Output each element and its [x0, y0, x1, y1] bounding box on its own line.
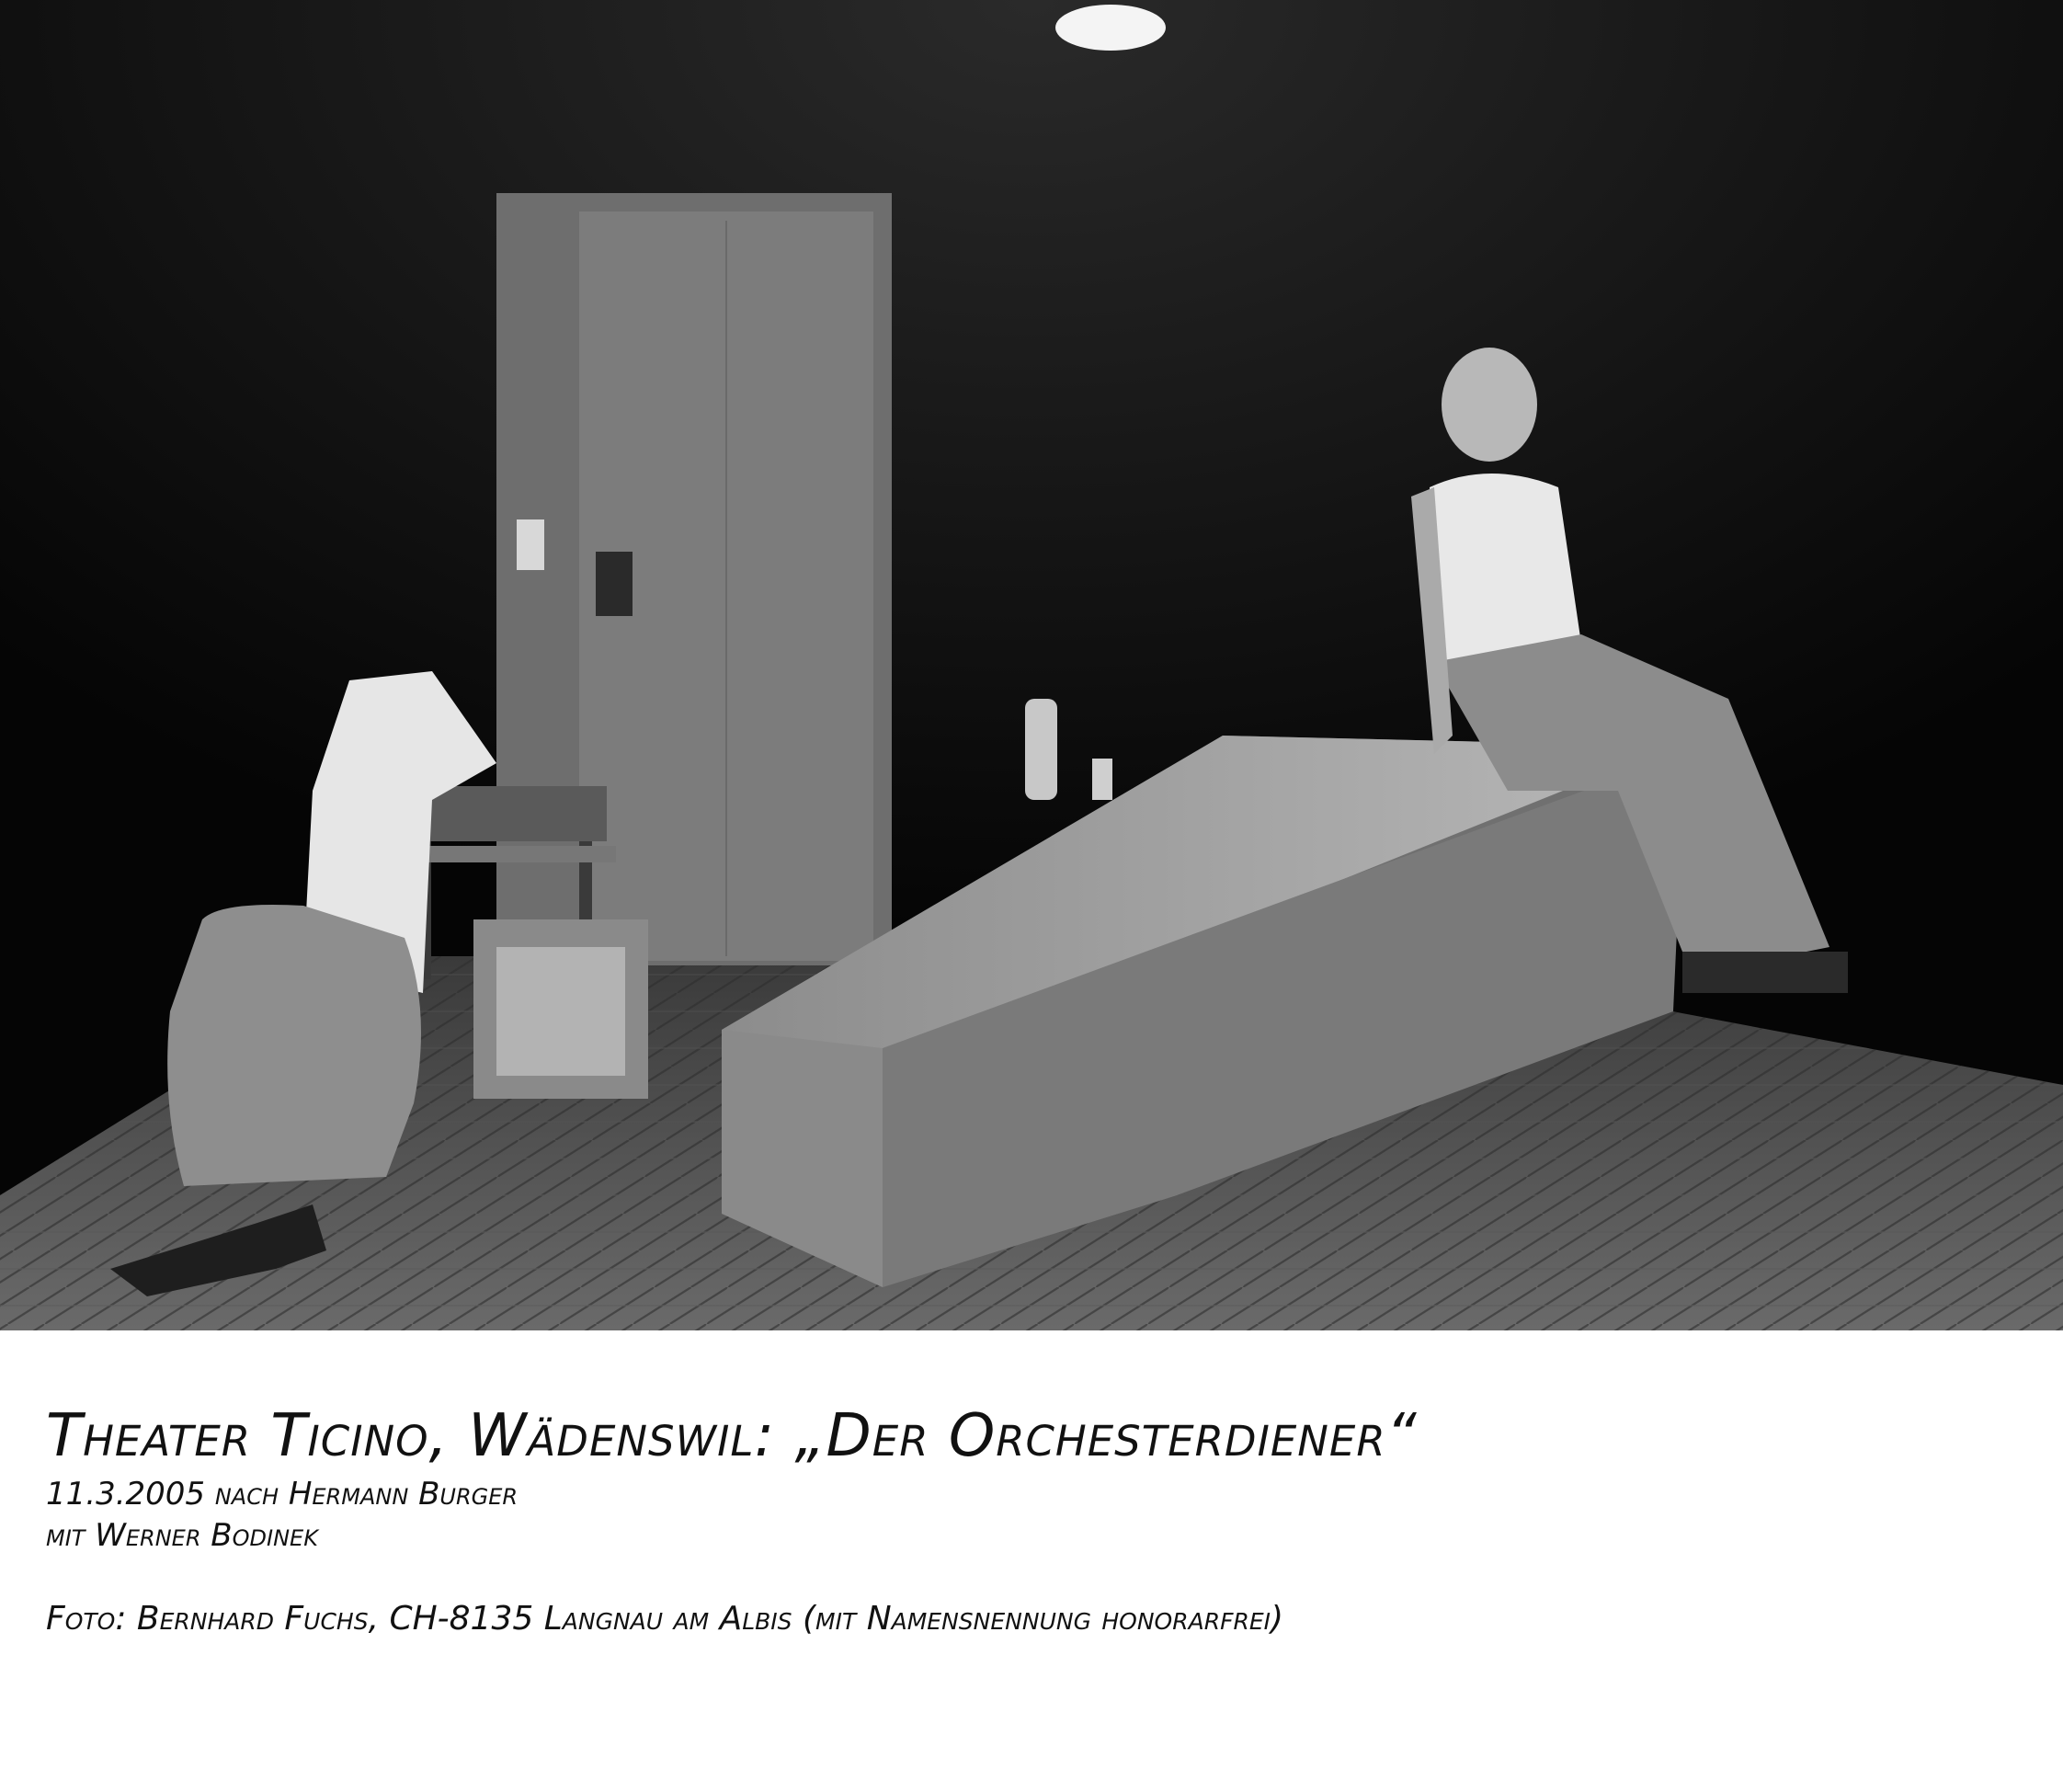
ceiling-light [1055, 5, 1166, 51]
backpack [167, 905, 421, 1186]
caption-title: Theater Ticino, Wädenswil: „Der Orchesterdiener“ [46, 1402, 1418, 1470]
bottle [1025, 699, 1057, 800]
caption-date-line: 11.3.2005 nach Hermann Burger [46, 1476, 519, 1512]
wine-glass [1092, 759, 1112, 800]
amplifier [473, 919, 648, 1099]
caption-cast-line: mit Werner Bodinek [46, 1517, 318, 1554]
caption-photo-credit: Foto: Bernhard Fuchs, CH-8135 Langnau am Albis (mit Namensnennung honorarfrei) [46, 1600, 1284, 1638]
